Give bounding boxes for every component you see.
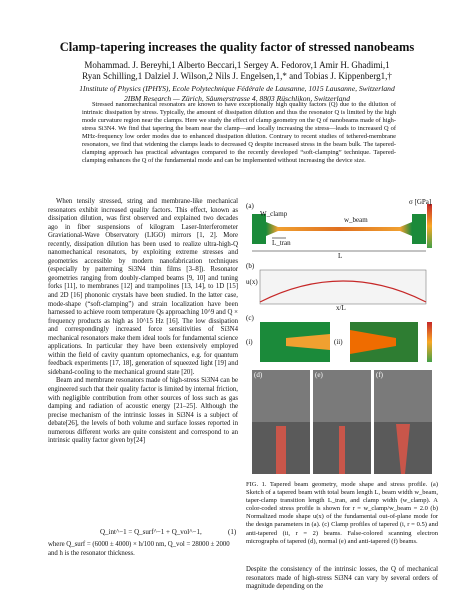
label-f: (f)	[376, 371, 383, 379]
panel-def-micrographs	[252, 370, 432, 474]
authors-line-1: Mohammad. J. Bereyhi,1 Alberto Beccari,1 Sergey A. Fedorov,1 Amir H. Ghadimi,1	[84, 60, 390, 70]
figure-1	[246, 198, 438, 479]
abstract	[82, 101, 396, 165]
abstract-text: Stressed nanomechanical resonators are known to have exceptionally high quality factors (Q) due to the dilution of intrinsic dissipation by stress. Typically, the amount of dissipation dilution and thus the resonator Q is limited by the high mode curvature region near the clamps. Here we study the effect of clamp geometry on the Q of nanobeams made of high-stress Si3N4. We find that tapering the beam near the clamp—and locally increasing the stress—leads to increased Q of MHz-frequency low order modes due to enhanced dissipation dilution. Contrary to recent studies of tethered-membrane resonators, we find that widening the clamps leads to decreased Q despite increased stress in the beam bulk. The tapered-clamping approach has practical advantages compared to the recently developed “soft-clamping” technique. Tapered-clamping enhances the Q of the fundamental mode and can be implemented without increasing the device size.	[82, 101, 396, 164]
label-wbeam: w_beam	[344, 216, 368, 224]
intro-paragraph-1: When tensily stressed, string and membrane-like mechanical resonators exhibit increased quality factors. This effect, known as dissipation dilution, was first observed and explained two decades ago in fiber suspensions of kilogram Laser-Interferometer Graviational-Wave Observatory (LIGO) mirrors [1, 2]. More recently, dissipation dilution has been used to realize ultra-high-Q nanomechanical resonators, by exploiting extreme stresses and geometries accessible by modern nanofabrication techniques (especially by patterning Si3N4 thin films [3–8]). Resonator geometries ranging from doubly-clamped beams [9, 10] and tuning forks [11], to membranes [12] and trampolines [13, 14], to 1D [15] and 2D [16] phononic crystals have been studied. In the latter case, mode-shape (“soft-clamping”) and strain localization have been harnessed to achieve room temperature Qs approaching 10^9 and Q × frequency products as high as 10^15 Hz [16]. The low dissipation and correspondingly increased force sensitivities of Si3N4 mechanical resonators make them ideal tools for fundamental science applications. In particular they have been extensively employed within the field of cavity quantum optomechanics, e.g. for quantum feedback experiments [17, 18], generation of squeezed light [19] and sideband-cooling to the mechanical ground state [20].	[48, 198, 238, 376]
label-d: (d)	[254, 371, 263, 379]
label-sigma-a: σ [GPa]	[409, 198, 432, 206]
label-wclamp: W_clamp	[260, 210, 288, 218]
label-ii: (ii)	[334, 338, 343, 346]
label-a: (a)	[246, 202, 254, 210]
label-b: (b)	[246, 262, 255, 270]
equation-number: (1)	[228, 528, 237, 536]
panel-c-clamp-profiles	[260, 322, 432, 362]
label-c: (c)	[246, 314, 254, 322]
authors-line-2: Ryan Schilling,1 Dalziel J. Wilson,2 Nils J. Engelsen,1,* and Tobias J. Kippenberg1,†	[82, 71, 392, 81]
paper-title: Clamp-tapering increases the quality factor of stressed nanobeams	[59, 40, 415, 54]
equation-where-text: where Q_surf = (6000 ± 4000) × h/100 nm, Q_vol = 28000 ± 2000 and h is the resonator thickness.	[48, 541, 230, 557]
label-e: (e)	[315, 371, 323, 379]
affiliation-2: 2IBM Research — Zürich, Säumerstrasse 4, 8803 Rüschlikon, Switzerland	[123, 93, 351, 103]
label-ltran: L_tran	[272, 239, 291, 247]
author-list	[40, 60, 434, 82]
label-i: (i)	[246, 338, 253, 346]
panel-b-mode-shape	[260, 270, 426, 304]
intro-paragraph-2: Beam and membrane resonators made of high-stress Si3N4 can be engineered such that their quality factor is limited by internal friction, with negligible contribution from other sources of loss such as gas damping and radiation of acoustic energy [21–25]. Although the precise mechanism of the intrinsic losses in Si3N4 is a subject of debate[26], the levels of both volume and surface losses reported in numerous different works are quite consistent and correspond to an intrinsic quality factor given by[24]	[48, 377, 238, 445]
left-column	[48, 198, 238, 446]
affiliation-1: 1Institute of Physics (IPHYS), Ecole Polytechnique Fédérale de Lausanne, 1015 Lausanne, Switzerland	[79, 84, 395, 93]
label-L: L	[338, 252, 343, 260]
figure-1-caption: FIG. 1. Tapered beam geometry, mode shape and stress profile. (a) Sketch of a tapered beam with total beam length L, beam width w_beam, taper-clamp transition length L_tran, and clamp width (w_clamp). A color-coded stress profile is shown for r = w_clamp/w_beam = 2.0 (b) Normalized mode shape u(x) of the fundamental out-of-plane mode for the design parameters in (a). (c) Clamp profiles of tapered (i, r = 0.5) and anti-tapered (ii, r = 2) beams. False-colored scanning electron micrographs of tapered (d), normal (e) and anti-tapered (f) beams.	[246, 481, 438, 545]
equation-1: Q_int^−1 = Q_surf^−1 + Q_vol^−1,	[100, 528, 202, 536]
label-ux: u(x)	[246, 278, 258, 286]
right-column-paragraph: Despite the consistency of the intrinsic losses, the Q of mechanical resonators made of high-stress Si3N4 can vary by several orders of magnitude depending on the	[246, 566, 438, 591]
label-xL: x/L	[336, 304, 346, 312]
